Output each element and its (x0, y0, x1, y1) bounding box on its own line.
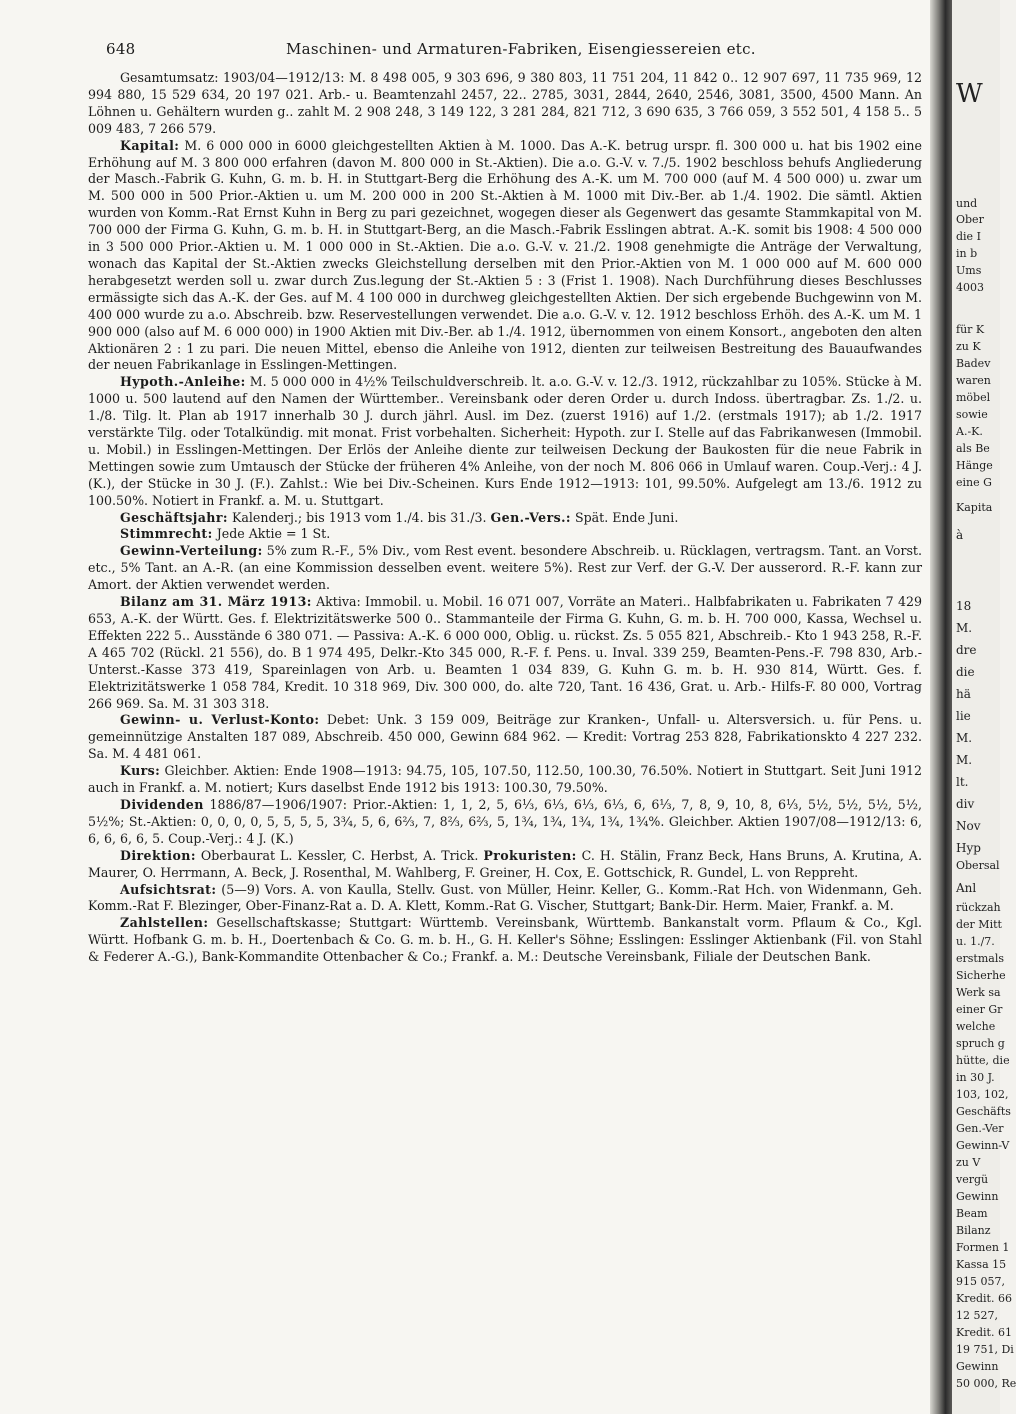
entry-text: (5—9) Vors. A. von Kaulla, Stellv. Gust. von Müller, Heinr. Keller, G.. Komm.-Rat Hch. von Widenmann, Geh. Komm.-Rat F. Blezinger, Ober-Finanz-Rat a. D. A. Klett, Komm.-Rat G. Vischer, Stuttgart; Bank-Dir. Herm. Maier, Frankf. a. M. (88, 881, 922, 914)
entry-text: C. H. Stälin, Franz Beck, Hans Bruns, A. Krutina, A. Maurer, O. Herrmann, A. Beck, J. Rosenthal, M. Wahlberg, F. Greiner, H. Cox, E. Gottschick, R. Gundel, L. von Reppreht. (88, 847, 922, 880)
entry-label: Hypoth.-Anleihe: (120, 374, 246, 390)
fragment-text: 103, 102, (956, 1088, 1009, 1101)
fragment-text: Ums (956, 264, 982, 277)
entry-text: Spät. Ende Juni. (570, 509, 679, 525)
fragment-text: sowie (956, 408, 988, 421)
entry-label: Geschäftsjahr: (120, 509, 228, 525)
fragment-text: Kassa 15 (956, 1258, 1007, 1271)
fragment-text: Formen 1 (956, 1241, 1010, 1254)
entry-paragraph (88, 882, 922, 916)
fragment-text: erstmals (956, 952, 1004, 965)
entry-label: Aufsichtsrat: (120, 881, 217, 897)
entry-paragraph (88, 138, 922, 375)
fragment-text: in b (956, 247, 978, 260)
entry-text: Oberbaurat L. Kessler, C. Herbst, A. Trick. (195, 847, 479, 863)
entry-paragraph (88, 594, 922, 712)
fragment-text: Gewinn (956, 1190, 999, 1203)
entry-text: Debet: Unk. 3 159 009, Beiträge zur Kranken-, Unfall- u. Altersversich. u. für Pens. u. gemeinnützige Anstalten 187 089, Abschreib. 450 000, Gewinn 684 962. — Kredit: Vortrag 253 828, Fabrikationskto 4 227 232. Sa. M. 4 481 061. (88, 712, 922, 762)
book-gutter (930, 0, 952, 1414)
entry-paragraph (88, 70, 922, 138)
entry-paragraph (88, 763, 922, 797)
entry-label: Direktion: (120, 847, 196, 863)
fragment-text: Obersal (956, 859, 1000, 872)
fragment-text: à (956, 528, 964, 542)
fragment-text: Sicherhe (956, 969, 1006, 982)
fragment-text: 18 (956, 599, 972, 613)
entry-text: M. 6 000 000 in 6000 gleichgestellten Aktien à M. 1000. Das A.-K. betrug urspr. fl. 300 000 u. hat bis 1902 eine Erhöhung auf M. 3 800 000 erfahren (davon M. 800 000 in St.-Aktien). Die a.o. G.-V. v. 7./5. 1902 beschloss behufs Angliederung der Masch.-Fabrik G. Kuhn, G. m. b. H. in Stuttgart-Berg die Erhöhung des A.-K. um M. 700 000 (auf M. 4 500 000) u. zwar um M. 500 000 in 500 Prior.-Aktien u. um M. 200 000 in 200 St.-Aktien à M. 1000 mit Div.-Ber. ab 1./4. 1902. Die sämtl. Aktien wurden von Komm.-Rat Ernst Kuhn in Berg zu pari gezeichnet, wogegen dieser als Gegenwert das gesamte Stammkapital von M. 700 000 der Firma G. Kuhn, G. m. b. H. in Stuttgart-Berg, an die Masch.-Fabrik Esslingen abtrat. A.-K. somit bis 1908: 4 500 000 in 3 500 000 Prior.-Aktien u. M. 1 000 000 in St.-Aktien. Die a.o. G.-V. v. 21./2. 1908 genehmigte die Anträge der Verwaltung, wonach das Kapital der St.-Aktien zwecks Gleichstellung derselben mit den Prior.-Aktien von M. 1 000 000 auf M. 600 000 herabgesetzt werden soll u. zwar durch Zus.legung der St.-Aktien 5 : 3 (Frist 1. 1908). Nach Durchführung dieses Beschlusses ermässigte sich das A.-K. der Ges. auf M. 4 100 000 in durchweg gleichgestellten Aktien. Der sich ergebende Buchgewinn von M. 400 000 wurde zu a.o. Abschreib. bzw. Reservestellungen verwendet. Die a.o. G.-V. v. 12. 1912 beschloss Erhöh. des A.-K. um M. 1 900 000 (also auf M. 6 000 000) in 1900 Aktien mit Div.-Ber. ab 1./4. 1912, übernommen von einem Konsort., angeboten den alten Aktionären 2 : 1 zu pari. Die neuen Mittel, ebenso die Anleihe von 1912, dienten zur teilweisen Bestreitung des Bauaufwandes der neuen Fabrikanlage in Esslingen-Mettingen. (88, 137, 922, 373)
fragment-text: Gen.-Ver (956, 1122, 1004, 1135)
page-body (88, 70, 922, 966)
fragment-text: dre (956, 643, 977, 657)
entry-label: Bilanz am 31. März 1913: (120, 594, 312, 610)
entry-label: Gewinn-Verteilung: (120, 543, 263, 559)
fragment-text: als Be (956, 442, 990, 455)
fragment-text: lt. (956, 775, 969, 789)
fragment-text: Beam (956, 1207, 988, 1220)
entry-text: Gesamtumsatz: 1903/04—1912/13: M. 8 498 005, 9 303 696, 9 380 803, 11 751 204, 11 842 0.. 12 907 697, 11 735 969, 12 994 880, 15 529 634, 20 197 021. Arb.- u. Beamtenzahl 2457, 22.. 2785, 3031, 2844, 2640, 2546, 3081, 3500, 4500 Mann. An Löhnen u. Gehältern wurden g.. zahlt M. 2 908 248, 3 149 122, 3 281 284, 821 712, 3 690 635, 3 766 059, 3 552 501, 4 158 5.. 5 009 483, 7 266 579. (88, 70, 922, 136)
entry-text: Jede Aktie = 1 St. (212, 526, 331, 542)
fragment-text: 19 751, Di (956, 1343, 1014, 1356)
fragment-text: Gewinn (956, 1360, 999, 1373)
fragment-text: eine G (956, 476, 992, 489)
fragment-text: vergü (956, 1173, 989, 1186)
entry-label: Zahlstellen: (120, 915, 209, 931)
fragment-text: A.-K. (956, 425, 983, 438)
fragment-text: 50 000, Re (956, 1377, 1016, 1390)
fragment-text: Hyp (956, 841, 981, 855)
fragment-text: Kredit. 61 (956, 1326, 1012, 1339)
fragment-text: Ober (956, 213, 984, 226)
fragment-text: Nov (956, 819, 981, 833)
page-number: 648 (106, 40, 136, 58)
entry-label: Gewinn- u. Verlust-Konto: (120, 712, 320, 728)
fragment-text: Geschäfts (956, 1105, 1011, 1118)
entry-text: 5% zum R.-F., 5% Div., vom Rest event. besondere Abschreib. u. Rücklagen, vertragsm. Tant. an Vorst. etc., 5% Tant. an A.-R. (an eine Kommission desselben event. weitere 5%). Rest zur Verf. der G.-V. Der ausserord. R.-F. kann zur Amort. der Aktien verwendet werden. (88, 543, 922, 593)
fragment-text: die (956, 665, 975, 679)
fragment-text: die I (956, 230, 981, 243)
fragment-text: hütte, die (956, 1054, 1010, 1067)
fragment-text: Kredit. 66 (956, 1292, 1012, 1305)
fragment-text: Badev (956, 357, 991, 370)
entry-label: Gen.-Vers.: (490, 509, 571, 525)
fragment-text: Bilanz (956, 1224, 991, 1237)
adjacent-page-fragment (952, 0, 1016, 1414)
entry-paragraph (88, 543, 922, 594)
entry-label: Dividenden (120, 796, 204, 812)
fragment-text: 12 527, (956, 1309, 998, 1322)
fragment-text: hä (956, 687, 971, 701)
entry-label: Prokuristen: (483, 847, 577, 863)
entry-paragraph (88, 915, 922, 966)
fragment-text: Werk sa (956, 986, 1001, 999)
entry-label: Kapital: (120, 137, 180, 153)
fragment-text: welche (956, 1020, 996, 1033)
page-header (106, 40, 906, 70)
entry-paragraph (88, 797, 922, 848)
fragment-text: zu V (956, 1156, 981, 1169)
entry-text: M. 5 000 000 in 4½% Teilschuldverschreib. lt. a.o. G.-V. v. 12./3. 1912, rückzahlbar zu 105%. Stücke à M. 1000 u. 500 lautend auf den Namen der Württember.. Vereinsbank oder deren Order u. durch Indoss. übertragbar. Zs. 1./2. u. 1./8. Tilg. lt. Plan ab 1917 innerhalb 30 J. durch jährl. Ausl. im Dez. (zuerst 1916) auf 1./2. (erstmals 1917); ab 1./2. 1917 verstärkte Tilg. oder Totalkündig. mit monat. Frist vorbehalten. Sicherheit: Hypoth. zur I. Stelle auf das Fabrikanwesen (Immobil. u. Mobil.) in Esslingen-Mettingen. Der Erlös der Anleihe diente zur teilweisen Deckung der Baukosten für die neue Fabrik in Mettingen sowie zum Umtausch der Stücke der früheren 4% Anleihe, von der noch M. 806 066 in Umlauf waren. Coup.-Verj.: 4 J. (K.), der Stücke in 30 J. (F.). Zahlst.: Wie bei Div.-Scheinen. Kurs Ende 1912—1913: 101, 99.50%. Aufgelegt am 13./6. 1912 zu 100.50%. Notiert in Frankf. a. M. u. Stuttgart. (88, 374, 922, 508)
fragment-text: in 30 J. (956, 1071, 995, 1084)
fragment-text: und (956, 197, 978, 210)
entry-text: Gleichber. Aktien: Ende 1908—1913: 94.75, 105, 107.50, 112.50, 100.30, 76.50%. Notiert in Stuttgart. Seit Juni 1912 auch in Frankf. a. M. notiert; Kurs daselbst Ende 1912 bis 1913: 100.30, 79.50%. (88, 763, 922, 796)
fragment-text: waren (956, 374, 991, 387)
fragment-text: M. (956, 753, 973, 767)
entry-label: Stimmrecht: (120, 526, 213, 542)
fragment-text: u. 1./7. (956, 935, 995, 948)
fragment-text: div (956, 797, 975, 811)
entry-text: Gesellschaftskasse; Stuttgart: Württemb. Vereinsbank, Württemb. Bankanstalt vorm. Pflaum & Co., Kgl. Württ. Hofbank G. m. b. H., Doertenbach & Co. G. m. b. H., G. H. Keller's Söhne; Esslingen: Esslinger Aktienbank (Fil. von Stahl & Federer A.-G.), Bank-Kommandite Ottenbacher & Co.; Frankf. a. M.: Deutsche Vereinsbank, Filiale der Deutschen Bank. (88, 915, 922, 965)
fragment-text: M. (956, 621, 973, 635)
fragment-text: W (956, 79, 983, 109)
fragment-text: Hänge (956, 459, 993, 472)
fragment-text: der Mitt (956, 918, 1002, 931)
fragment-text: Kapita (956, 501, 993, 514)
fragment-text: einer Gr (956, 1003, 1003, 1016)
fragment-text: M. (956, 731, 973, 745)
fragment-text: Gewinn-V (956, 1139, 1010, 1152)
fragment-text: rückzah (956, 901, 1001, 914)
entry-paragraph (88, 526, 922, 543)
fragment-text: spruch g (956, 1037, 1005, 1050)
entry-paragraph (88, 374, 922, 509)
entry-text: Kalenderj.; bis 1913 vom 1./4. bis 31./3. (227, 509, 487, 525)
entry-paragraph (88, 510, 922, 527)
entry-text: Aktiva: Immobil. u. Mobil. 16 071 007, Vorräte an Materi.. Halbfabrikaten u. Fabrikaten 7 429 653, A.-K. der Württ. Ges. f. Elektrizitätswerke 500 0.. Stammanteile der Firma G. Kuhn, G. m. b. H. 700 000, Kassa, Wechsel u. Effekten 222 5.. Ausstände 6 380 071. — Passiva: A.-K. 6 000 000, Oblig. u. rückst. Zs. 5 055 821, Abschreib.- Kto 1 943 258, R.-F. A 465 702 (Rückl. 21 556), do. B 1 974 495, Delkr.-Kto 345 000, R.-F. f. Pens. u. Inval. 339 259, Beamten-Pens.-F. 798 830, Arb.-Unterst.-Kasse 373 419, Spareinlagen von Arb. u. Beamten 1 034 839, G. Kuhn G. m. b. H. 930 814, Württ. Ges. f. Elektrizitätswerke 1 058 784, Kredit. 10 318 969, Div. 300 000, do. alte 720, Tant. 16 436, Grat. u. Arb.- Hilfs-F. 80 000, Vortrag 266 969. Sa. M. 31 303 318. (88, 594, 922, 711)
fragment-text: Anl (956, 881, 977, 895)
fragment-text: 915 057, (956, 1275, 1005, 1288)
fragment-text: möbel (956, 391, 991, 404)
entry-label: Kurs: (120, 763, 161, 779)
entry-paragraph (88, 712, 922, 763)
fragment-text: 4003 (956, 281, 984, 294)
running-title: Maschinen- und Armaturen-Fabriken, Eisengiessereien etc. (286, 40, 756, 58)
entry-paragraph (88, 848, 922, 882)
entry-text: 1886/87—1906/1907: Prior.-Aktien: 1, 1, 2, 5, 6⅓, 6⅓, 6⅓, 6⅓, 6, 6⅓, 7, 8, 9, 10, 8, 6⅓, 5½, 5½, 5½, 5½, 5½%; St.-Aktien: 0, 0, 0, 0, 5, 5, 5, 5, 3¾, 5, 6, 6⅔, 7, 8⅔, 6⅔, 5, 1¾, 1¾, 1¾, 1¾, 1¾%. Gleichber. Aktien 1907/08—1912/13: 6, 6, 6, 6, 6, 5. Coup.-Verj.: 4 J. (K.) (88, 796, 922, 846)
fragment-text: zu K (956, 340, 981, 353)
fragment-text: für K (956, 323, 985, 336)
fragment-text: lie (956, 709, 971, 723)
